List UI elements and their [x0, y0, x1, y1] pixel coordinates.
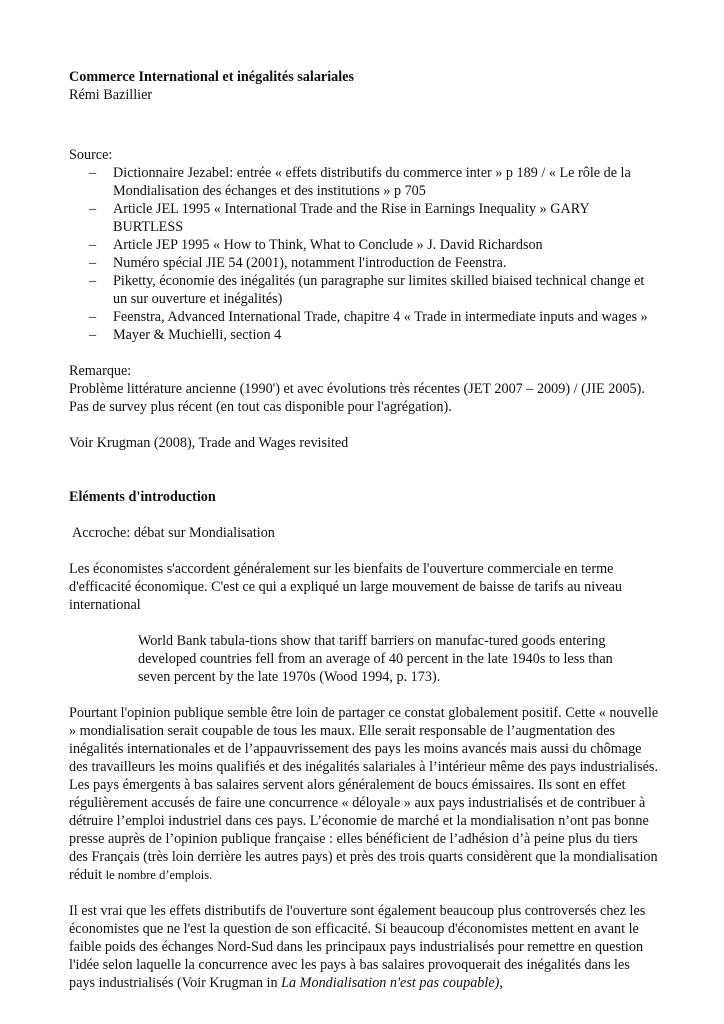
dash-bullet: –	[89, 201, 97, 217]
list-item	[69, 272, 659, 308]
dash-bullet: –	[89, 237, 97, 253]
source-text: Article JEP 1995 « How to Think, What to Conclude » J. David Richardson	[113, 237, 543, 253]
dash-bullet: –	[89, 327, 97, 343]
accroche-line: Accroche: débat sur Mondialisation	[72, 525, 275, 541]
sources-list	[69, 164, 659, 344]
block-quote: World Bank tabula-tions show that tariff barriers on manufac-tured goods entering developed countries fell from an average of 40 percent in the late 1940s to less than seven percent by the late 1970s (Wood 1994, p. 173).	[138, 633, 613, 685]
dash-bullet: –	[89, 273, 97, 289]
list-item	[69, 164, 659, 200]
source-text: Numéro spécial JIE 54 (2001), notamment l'introduction de Feenstra.	[113, 255, 507, 271]
krugman-reference: Voir Krugman (2008), Trade and Wages revisited	[69, 435, 349, 451]
paragraph-text: Pourtant l'opinion publique semble être loin de partager ce constat globalement positif. Cette « nouvelle » mondialisation serait coupable de tous les maux. Elle serait responsable de l’augmentation des inégalités internationales et de l’appauvrissement des pays les moins avancés mais aussi du chômage des travailleurs les moins qualifiés et des inégalités salariales à l’intérieur même des pays industrialisés. Les pays émergents à bas salaires servent alors généralement de boucs émissaires. Ils sont en effet régulièrement accusés de faire une concurrence « déloyale » aux pays industrialisés et de contribuer à détruire l’emploi industriel dans ces pays. L’économie de marché et la mondialisation n’ont pas bonne presse auprès de l’opinion publique française : elles bénéficient de l’adhésion d’à peine plus du tiers des Français (très loin derrière les autres pays) et près des trois quarts considèrent que la mondialisation réduit	[69, 705, 659, 883]
paragraph-text-small: le nombre d’emplois.	[105, 868, 213, 882]
list-item	[69, 236, 659, 254]
source-text: Dictionnaire Jezabel: entrée « effets distributifs du commerce inter » p 189 / « Le rôle de la Mondialisation des échanges et des institutions » p 705	[113, 165, 631, 199]
source-text: Piketty, économie des inégalités (un paragraphe sur limites skilled biaised technical change et un sur ouverture et inégalités)	[113, 273, 645, 307]
book-title: La Mondialisation n'est pas coupable)	[281, 975, 500, 991]
paragraph-text: Il est vrai que les effets distributifs de l'ouverture sont également beaucoup plus controversés chez les économistes que ne l'est la question de son efficacité. Si beaucoup d'économistes mettent en avant le faible poids des échanges Nord-Sud dans les principaux pays industrialisés pour remettre en question l'idée selon laquelle la concurrence avec les pays à bas salaires provoquerait des inégalités dans les pays industrialisés (Voir Krugman in	[69, 903, 646, 991]
source-text: Mayer & Muchielli, section 4	[113, 327, 282, 343]
document-title: Commerce International et inégalités salariales	[69, 69, 355, 85]
remarque-label: Remarque:	[69, 363, 132, 379]
section-heading: Eléments d'introduction	[69, 489, 216, 505]
list-item	[69, 200, 659, 236]
sources-label: Source:	[69, 147, 113, 163]
list-item	[69, 308, 659, 326]
paragraph-distributive-effects	[69, 902, 659, 992]
remarque-text: Problème littérature ancienne (1990') et avec évolutions très récentes (JET 2007 – 2009) / (JIE 2005). Pas de survey plus récent (en tout cas disponible pour l'agrégation).	[69, 381, 645, 415]
document-page	[69, 68, 659, 992]
list-item	[69, 254, 659, 272]
paragraph-public-opinion	[69, 704, 659, 884]
dash-bullet: –	[89, 309, 97, 325]
paragraph-efficiency: Les économistes s'accordent généralement sur les bienfaits de l'ouverture commerciale en terme d'efficacité économique. C'est ce qui a expliqué un large mouvement de baisse de tarifs au niveau international	[69, 561, 622, 613]
source-text: Feenstra, Advanced International Trade, chapitre 4 « Trade in intermediate inputs and wages »	[113, 309, 648, 325]
source-text: Article JEL 1995 « International Trade and the Rise in Earnings Inequality » GARY BURTLESS	[113, 201, 590, 235]
document-author: Rémi Bazillier	[69, 87, 153, 103]
dash-bullet: –	[89, 165, 97, 181]
paragraph-end: ,	[499, 975, 503, 991]
list-item	[69, 326, 659, 344]
dash-bullet: –	[89, 255, 97, 271]
